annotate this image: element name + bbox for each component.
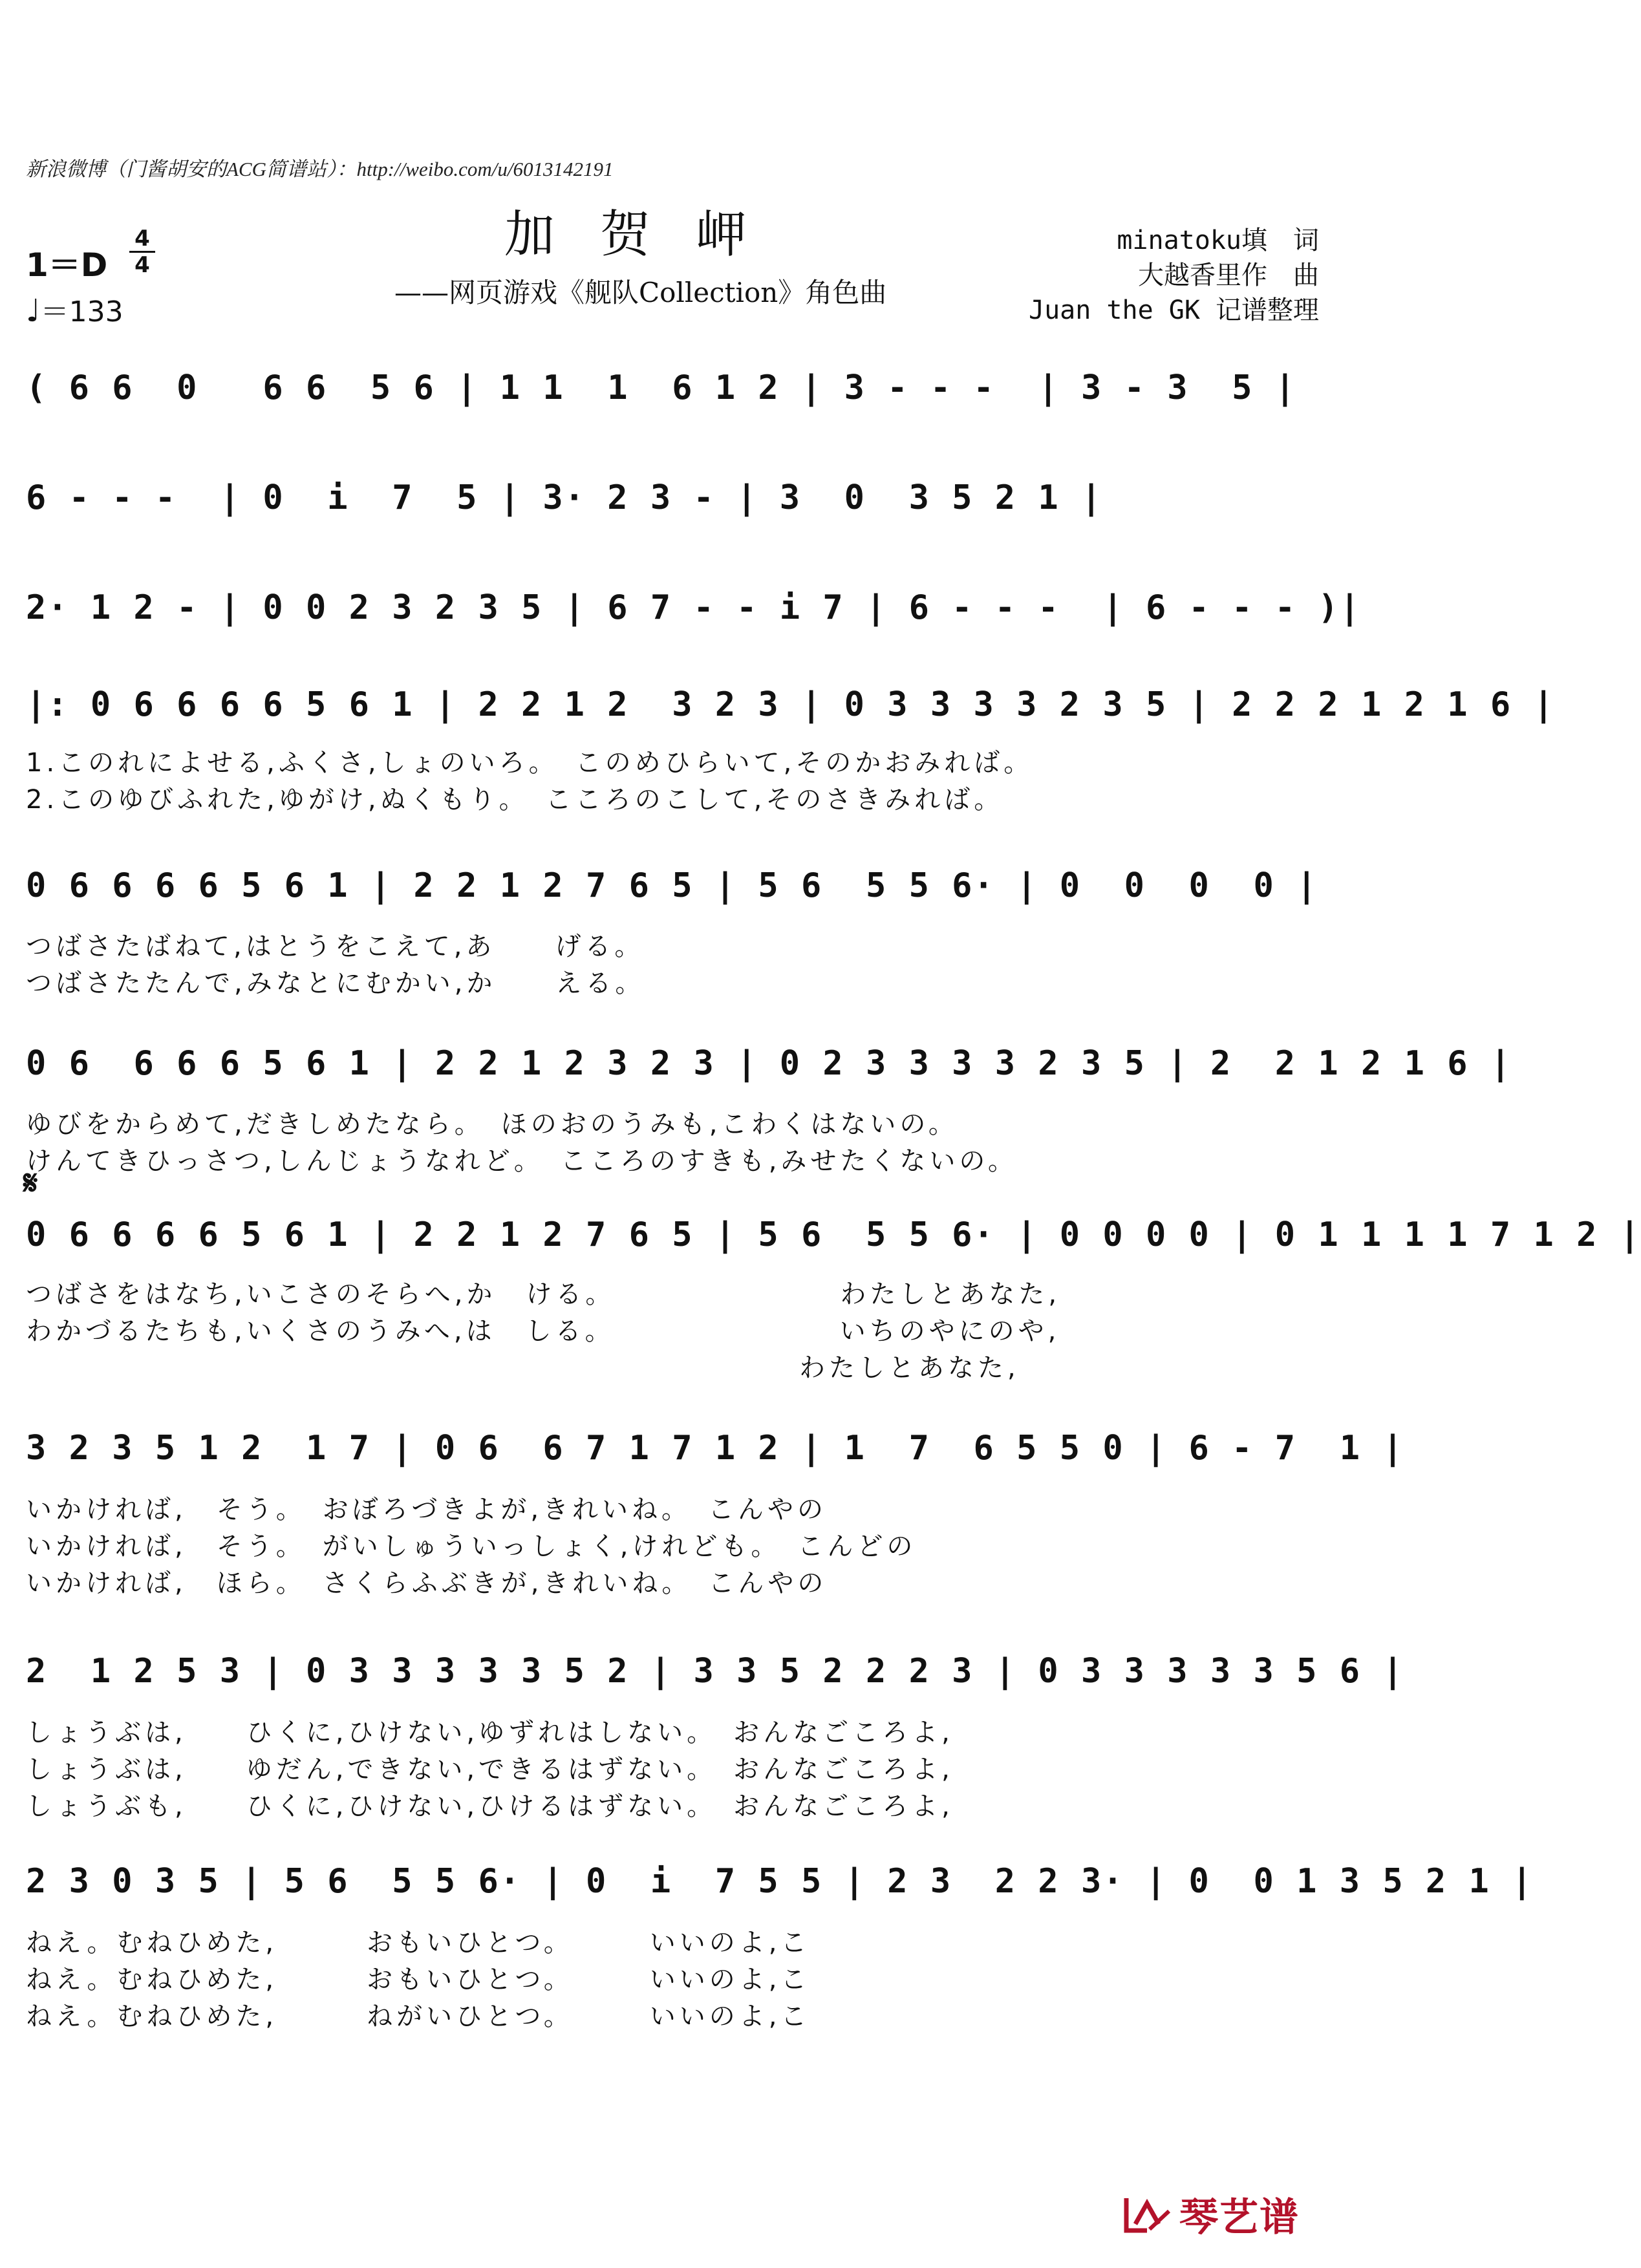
score-row-8 (26, 1429, 1404, 1598)
logo-mark-icon (1121, 2192, 1173, 2237)
lyric-line: ゆびをからめて,だきしめたなら。 ほのおのうみも,こわくはないの。 (26, 1109, 958, 1139)
lyric-line: わたしとあなた, (26, 1353, 1020, 1383)
tempo-value: ＝133 (40, 295, 123, 328)
song-subtitle: ——网页游戏《舰队Collection》角色曲 (394, 277, 887, 308)
score-row-2 (26, 478, 1319, 537)
lyric-line: いかければ, そう。 おぼろづきよが,きれいね。 こんやの (26, 1495, 828, 1524)
lyric-line: つばさたたんで,みなとにむかい,か える。 (26, 968, 645, 998)
lyric-line: けんてきひっさつ,しんじょうなれど。 こころのすきも,みせたくないの。 (26, 1146, 1018, 1176)
time-top: 4 (134, 226, 150, 251)
score-row-6 (26, 1044, 1512, 1176)
segno-sign: 𝄋 (23, 1164, 38, 1203)
lyric-line: ねえ。むねひめた, おもいひとつ。 いいのよ,こ (26, 1928, 811, 1958)
notes-row-6: 0 6 6 6 6 5 6 1 | 2 2 1 2 3 2 3 | 0 2 3 3 3 3 2 3 5 | 2 2 1 2 1 6 | (26, 1044, 1512, 1083)
weibo-credit: 新浪微博（门酱胡安的ACG简谱站）：http://weibo.com/u/6013142191 (26, 158, 614, 180)
score-row-3 (26, 588, 1362, 647)
score-row-1 (26, 369, 1319, 427)
notes-row-10: 2 3 0 3 5 | 5 6 5 5 6· | 0 i 7 5 5 | 2 3 2 2 3· | 0 0 1 3 5 2 1 | (26, 1862, 1534, 1901)
lyric-line: 2.このゆびふれた,ゆがけ,ぬくもり。 こころのこして,そのさきみれば。 (26, 785, 1004, 815)
lyric-line: ねえ。むねひめた, ねがいひとつ。 いいのよ,こ (26, 2002, 811, 2031)
lyric-line: つばさたばねて,はとうをこえて,あ げる。 (26, 932, 645, 961)
site-logo (1121, 2187, 1300, 2242)
notes-row-8: 3 2 3 5 1 2 1 7 | 0 6 6 7 1 7 1 2 | 1 7 6 5 5 0 | 6 - 7 1 | (26, 1429, 1404, 1468)
lyric-line: いかければ, そう。 がいしゅういっしょく,けれども。 こんどの (26, 1532, 917, 1561)
notes-row-7: 0 6 6 6 6 5 6 1 | 2 2 1 2 7 6 5 | 5 6 5 5 6· | 0 0 0 0 | 0 1 1 1 1 7 1 2 | (26, 1215, 1641, 1254)
lyric-line: つばさをはなち,いこさのそらへ,か ける。 わたしとあなた, (26, 1279, 1061, 1309)
notes-row-9: 2 1 2 5 3 | 0 3 3 3 3 3 5 2 | 3 3 5 2 2 2 3 | 0 3 3 3 3 3 5 6 | (26, 1652, 1404, 1691)
score-row-4 (26, 685, 1555, 815)
notes-row-3: 2· 1 2 - | 0 0 2 3 2 3 5 | 6 7 - - i 7 | 6 - - - | 6 - - - )| (26, 588, 1362, 627)
lyric-line: しょうぶは, ゆだん,できない,できるはずない。 おんなごころよ, (26, 1755, 954, 1784)
time-signature (129, 228, 155, 276)
score-row-7 (26, 1215, 1641, 1384)
song-title: 加贺岬 (504, 206, 792, 264)
tempo-marking (26, 288, 123, 330)
lyric-line: しょうぶも, ひくに,ひけない,ひけるはずない。 おんなごころよ, (26, 1792, 954, 1821)
score-row-5 (26, 866, 1319, 996)
notes-row-5: 0 6 6 6 6 5 6 1 | 2 2 1 2 7 6 5 | 5 6 5 5 6· | 0 0 0 0 | (26, 866, 1318, 905)
quarter-note-icon: ♩ (26, 293, 41, 329)
arranger-credit: Juan the GK 记谱整理 (1029, 295, 1319, 325)
logo-text: 琴艺谱 (1179, 2195, 1300, 2240)
lyricist-credit: minatoku填 词 (1117, 226, 1319, 255)
composer-credit: 大越香里作 曲 (1138, 261, 1319, 290)
lyric-line: いかければ, ほら。 さくらふぶきが,きれいね。 こんやの (26, 1568, 828, 1598)
time-bottom: 4 (134, 252, 150, 278)
key-signature: 1＝D (26, 246, 108, 284)
score-row-9 (26, 1652, 1404, 1821)
score-row-10 (26, 1862, 1534, 2031)
notes-row-2: 6 - - - | 0 i 7 5 | 3· 2 3 - | 3 0 3 5 2 1 | (26, 478, 1103, 517)
lyric-line: 1.このれによせる,ふくさ,しょのいろ。 このめひらいて,そのかおみれば。 (26, 748, 1034, 778)
lyric-line: わかづるたちも,いくさのうみへ,は しる。 いちのやにのや, (26, 1316, 1060, 1346)
lyric-line: しょうぶは, ひくに,ひけない,ゆずれはしない。 おんなごころよ, (26, 1718, 954, 1748)
lyric-line: ねえ。むねひめた, おもいひとつ。 いいのよ,こ (26, 1965, 811, 1995)
notes-row-4: |: 0 6 6 6 6 5 6 1 | 2 2 1 2 3 2 3 | 0 3 3 3 3 2 3 5 | 2 2 2 1 2 1 6 | (26, 685, 1555, 724)
notes-row-1: ( 6 6 0 6 6 5 6 | 1 1 1 6 1 2 | 3 - - - | 3 - 3 5 | (26, 369, 1297, 407)
